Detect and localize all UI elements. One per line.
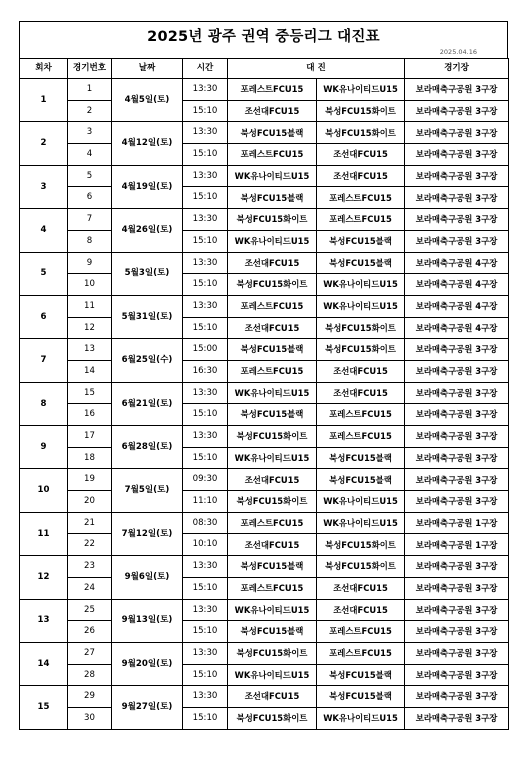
time-cell: 15:10	[183, 621, 228, 643]
time-cell: 10:10	[183, 534, 228, 556]
home-team-cell: 북성FCU15블랙	[228, 122, 317, 144]
title-box	[19, 21, 508, 58]
match-number-cell: 14	[68, 360, 112, 382]
home-team-cell: 북성FCU15화이트	[228, 426, 317, 448]
home-team-cell: 북성FCU15화이트	[228, 491, 317, 513]
home-team-cell: 북성FCU15블랙	[228, 187, 317, 209]
home-team-cell: 포레스트FCU15	[228, 144, 317, 166]
time-cell: 13:30	[183, 122, 228, 144]
away-team-cell: 조선대FCU15	[317, 360, 405, 382]
time-cell: 15:10	[183, 664, 228, 686]
time-cell: 13:30	[183, 642, 228, 664]
time-cell: 15:10	[183, 230, 228, 252]
time-cell: 15:10	[183, 187, 228, 209]
time-cell: 13:30	[183, 686, 228, 708]
day-cell: 7월5일(토)	[112, 469, 183, 512]
header-time: 시간	[183, 59, 228, 79]
round-cell: 6	[20, 295, 68, 338]
table-row	[20, 230, 509, 252]
venue-cell: 보라매축구공원 3구장	[405, 209, 509, 231]
table-row	[20, 165, 509, 187]
table-row	[20, 209, 509, 231]
round-cell: 7	[20, 339, 68, 382]
venue-cell: 보라매축구공원 4구장	[405, 317, 509, 339]
round-cell: 11	[20, 512, 68, 555]
away-team-cell: 북성FCU15화이트	[317, 317, 405, 339]
home-team-cell: 조선대FCU15	[228, 469, 317, 491]
round-cell: 12	[20, 556, 68, 599]
table-row	[20, 621, 509, 643]
home-team-cell: 조선대FCU15	[228, 317, 317, 339]
home-team-cell: 포레스트FCU15	[228, 79, 317, 101]
away-team-cell: 포레스트FCU15	[317, 404, 405, 426]
round-cell: 10	[20, 469, 68, 512]
round-cell: 4	[20, 209, 68, 252]
venue-cell: 보라매축구공원 3구장	[405, 187, 509, 209]
table-row	[20, 122, 509, 144]
match-number-cell: 30	[68, 707, 112, 729]
table-row	[20, 599, 509, 621]
away-team-cell: 북성FCU15블랙	[317, 469, 405, 491]
venue-cell: 보라매축구공원 3구장	[405, 556, 509, 578]
venue-cell: 보라매축구공원 3구장	[405, 360, 509, 382]
time-cell: 09:30	[183, 469, 228, 491]
table-row	[20, 360, 509, 382]
header-matchup: 대 진	[228, 59, 405, 79]
round-cell: 8	[20, 382, 68, 425]
venue-cell: 보라매축구공원 3구장	[405, 230, 509, 252]
time-cell: 13:30	[183, 556, 228, 578]
match-number-cell: 8	[68, 230, 112, 252]
venue-cell: 보라매축구공원 3구장	[405, 664, 509, 686]
home-team-cell: WK유나이티드U15	[228, 165, 317, 187]
away-team-cell: 조선대FCU15	[317, 382, 405, 404]
match-number-cell: 22	[68, 534, 112, 556]
away-team-cell: 북성FCU15화이트	[317, 556, 405, 578]
away-team-cell: 북성FCU15블랙	[317, 686, 405, 708]
table-row	[20, 339, 509, 361]
time-cell: 15:10	[183, 707, 228, 729]
table-row	[20, 534, 509, 556]
match-number-cell: 24	[68, 577, 112, 599]
table-row	[20, 707, 509, 729]
table-row	[20, 577, 509, 599]
venue-cell: 보라매축구공원 4구장	[405, 295, 509, 317]
table-row	[20, 556, 509, 578]
time-cell: 16:30	[183, 360, 228, 382]
match-number-cell: 16	[68, 404, 112, 426]
time-cell: 15:10	[183, 317, 228, 339]
match-number-cell: 18	[68, 447, 112, 469]
home-team-cell: 조선대FCU15	[228, 100, 317, 122]
home-team-cell: 북성FCU15화이트	[228, 642, 317, 664]
match-number-cell: 17	[68, 426, 112, 448]
venue-cell: 보라매축구공원 3구장	[405, 122, 509, 144]
table-row	[20, 642, 509, 664]
time-cell: 11:10	[183, 491, 228, 513]
home-team-cell: 북성FCU15블랙	[228, 404, 317, 426]
header-day: 날짜	[112, 59, 183, 79]
match-number-cell: 6	[68, 187, 112, 209]
away-team-cell: 포레스트FCU15	[317, 187, 405, 209]
header-row	[20, 59, 509, 79]
day-cell: 9월13일(토)	[112, 599, 183, 642]
table-row	[20, 79, 509, 101]
away-team-cell: 북성FCU15화이트	[317, 122, 405, 144]
day-cell: 7월12일(토)	[112, 512, 183, 555]
table-row	[20, 686, 509, 708]
round-cell: 3	[20, 165, 68, 208]
match-number-cell: 21	[68, 512, 112, 534]
header-venue: 경기장	[405, 59, 509, 79]
home-team-cell: 북성FCU15블랙	[228, 339, 317, 361]
match-number-cell: 23	[68, 556, 112, 578]
match-number-cell: 26	[68, 621, 112, 643]
away-team-cell: 포레스트FCU15	[317, 426, 405, 448]
venue-cell: 보라매축구공원 3구장	[405, 491, 509, 513]
match-number-cell: 27	[68, 642, 112, 664]
table-row	[20, 252, 509, 274]
home-team-cell: 북성FCU15블랙	[228, 621, 317, 643]
home-team-cell: 조선대FCU15	[228, 534, 317, 556]
away-team-cell: 북성FCU15화이트	[317, 534, 405, 556]
time-cell: 13:30	[183, 382, 228, 404]
day-cell: 5월3일(토)	[112, 252, 183, 295]
venue-cell: 보라매축구공원 3구장	[405, 707, 509, 729]
round-cell: 2	[20, 122, 68, 165]
venue-cell: 보라매축구공원 3구장	[405, 642, 509, 664]
match-number-cell: 7	[68, 209, 112, 231]
day-cell: 4월5일(토)	[112, 79, 183, 122]
time-cell: 13:30	[183, 79, 228, 101]
away-team-cell: 조선대FCU15	[317, 599, 405, 621]
table-row	[20, 447, 509, 469]
header-round: 회차	[20, 59, 68, 79]
venue-cell: 보라매축구공원 4구장	[405, 274, 509, 296]
match-number-cell: 19	[68, 469, 112, 491]
away-team-cell: 북성FCU15블랙	[317, 447, 405, 469]
time-cell: 15:10	[183, 447, 228, 469]
day-cell: 5월31일(토)	[112, 295, 183, 338]
time-cell: 13:30	[183, 165, 228, 187]
match-number-cell: 11	[68, 295, 112, 317]
page-title: 2025년 광주 권역 중등리그 대진표	[147, 29, 380, 45]
venue-cell: 보라매축구공원 3구장	[405, 469, 509, 491]
table-row	[20, 295, 509, 317]
venue-cell: 보라매축구공원 3구장	[405, 79, 509, 101]
venue-cell: 보라매축구공원 3구장	[405, 426, 509, 448]
away-team-cell: 포레스트FCU15	[317, 621, 405, 643]
table-row	[20, 426, 509, 448]
schedule-body	[20, 79, 509, 730]
day-cell: 4월26일(토)	[112, 209, 183, 252]
day-cell: 4월12일(토)	[112, 122, 183, 165]
match-number-cell: 9	[68, 252, 112, 274]
home-team-cell: 북성FCU15화이트	[228, 274, 317, 296]
table-row	[20, 664, 509, 686]
away-team-cell: WK유나이티드U15	[317, 295, 405, 317]
away-team-cell: WK유나이티드U15	[317, 512, 405, 534]
match-number-cell: 5	[68, 165, 112, 187]
table-row	[20, 491, 509, 513]
away-team-cell: 조선대FCU15	[317, 577, 405, 599]
home-team-cell: 북성FCU15화이트	[228, 209, 317, 231]
venue-cell: 보라매축구공원 3구장	[405, 100, 509, 122]
home-team-cell: 포레스트FCU15	[228, 512, 317, 534]
match-number-cell: 29	[68, 686, 112, 708]
round-cell: 15	[20, 686, 68, 729]
venue-cell: 보라매축구공원 3구장	[405, 621, 509, 643]
time-cell: 15:10	[183, 577, 228, 599]
venue-cell: 보라매축구공원 3구장	[405, 144, 509, 166]
venue-cell: 보라매축구공원 1구장	[405, 534, 509, 556]
venue-cell: 보라매축구공원 3구장	[405, 447, 509, 469]
day-cell: 6월28일(토)	[112, 426, 183, 469]
venue-cell: 보라매축구공원 3구장	[405, 382, 509, 404]
away-team-cell: 북성FCU15블랙	[317, 664, 405, 686]
time-cell: 15:10	[183, 100, 228, 122]
away-team-cell: 조선대FCU15	[317, 165, 405, 187]
table-row	[20, 317, 509, 339]
away-team-cell: WK유나이티드U15	[317, 491, 405, 513]
table-row	[20, 187, 509, 209]
round-cell: 5	[20, 252, 68, 295]
away-team-cell: 북성FCU15화이트	[317, 339, 405, 361]
venue-cell: 보라매축구공원 3구장	[405, 577, 509, 599]
venue-cell: 보라매축구공원 3구장	[405, 599, 509, 621]
home-team-cell: 포레스트FCU15	[228, 577, 317, 599]
day-cell: 4월19일(토)	[112, 165, 183, 208]
round-cell: 14	[20, 642, 68, 685]
venue-cell: 보라매축구공원 3구장	[405, 339, 509, 361]
table-row	[20, 512, 509, 534]
time-cell: 13:30	[183, 252, 228, 274]
round-cell: 1	[20, 79, 68, 122]
away-team-cell: 북성FCU15블랙	[317, 230, 405, 252]
match-number-cell: 25	[68, 599, 112, 621]
time-cell: 15:10	[183, 404, 228, 426]
time-cell: 13:30	[183, 426, 228, 448]
away-team-cell: WK유나이티드U15	[317, 707, 405, 729]
day-cell: 9월20일(토)	[112, 642, 183, 685]
table-row	[20, 274, 509, 296]
home-team-cell: WK유나이티드U15	[228, 230, 317, 252]
schedule-sheet	[19, 21, 508, 730]
match-number-cell: 13	[68, 339, 112, 361]
match-number-cell: 20	[68, 491, 112, 513]
document-date: 2025.04.16	[439, 48, 477, 56]
home-team-cell: 포레스트FCU15	[228, 360, 317, 382]
venue-cell: 보라매축구공원 3구장	[405, 165, 509, 187]
schedule-table	[19, 58, 509, 730]
home-team-cell: WK유나이티드U15	[228, 447, 317, 469]
venue-cell: 보라매축구공원 1구장	[405, 512, 509, 534]
time-cell: 13:30	[183, 295, 228, 317]
match-number-cell: 12	[68, 317, 112, 339]
table-row	[20, 404, 509, 426]
venue-cell: 보라매축구공원 4구장	[405, 252, 509, 274]
home-team-cell: 포레스트FCU15	[228, 295, 317, 317]
table-row	[20, 144, 509, 166]
match-number-cell: 2	[68, 100, 112, 122]
day-cell: 6월21일(토)	[112, 382, 183, 425]
away-team-cell: WK유나이티드U15	[317, 79, 405, 101]
time-cell: 13:30	[183, 599, 228, 621]
venue-cell: 보라매축구공원 3구장	[405, 404, 509, 426]
away-team-cell: 북성FCU15화이트	[317, 100, 405, 122]
day-cell: 9월27일(토)	[112, 686, 183, 729]
away-team-cell: 북성FCU15블랙	[317, 252, 405, 274]
match-number-cell: 3	[68, 122, 112, 144]
match-number-cell: 15	[68, 382, 112, 404]
away-team-cell: 포레스트FCU15	[317, 642, 405, 664]
table-row	[20, 382, 509, 404]
time-cell: 15:10	[183, 274, 228, 296]
time-cell: 15:00	[183, 339, 228, 361]
home-team-cell: 조선대FCU15	[228, 686, 317, 708]
day-cell: 9월6일(토)	[112, 556, 183, 599]
venue-cell: 보라매축구공원 3구장	[405, 686, 509, 708]
away-team-cell: 조선대FCU15	[317, 144, 405, 166]
table-row	[20, 469, 509, 491]
home-team-cell: WK유나이티드U15	[228, 599, 317, 621]
home-team-cell: 북성FCU15블랙	[228, 556, 317, 578]
time-cell: 15:10	[183, 144, 228, 166]
home-team-cell: WK유나이티드U15	[228, 382, 317, 404]
time-cell: 08:30	[183, 512, 228, 534]
match-number-cell: 28	[68, 664, 112, 686]
home-team-cell: 조선대FCU15	[228, 252, 317, 274]
away-team-cell: WK유나이티드U15	[317, 274, 405, 296]
day-cell: 6월25일(수)	[112, 339, 183, 382]
match-number-cell: 1	[68, 79, 112, 101]
away-team-cell: 포레스트FCU15	[317, 209, 405, 231]
home-team-cell: 북성FCU15화이트	[228, 707, 317, 729]
home-team-cell: WK유나이티드U15	[228, 664, 317, 686]
time-cell: 13:30	[183, 209, 228, 231]
round-cell: 13	[20, 599, 68, 642]
header-match-no: 경기번호	[68, 59, 112, 79]
round-cell: 9	[20, 426, 68, 469]
table-row	[20, 100, 509, 122]
match-number-cell: 10	[68, 274, 112, 296]
match-number-cell: 4	[68, 144, 112, 166]
